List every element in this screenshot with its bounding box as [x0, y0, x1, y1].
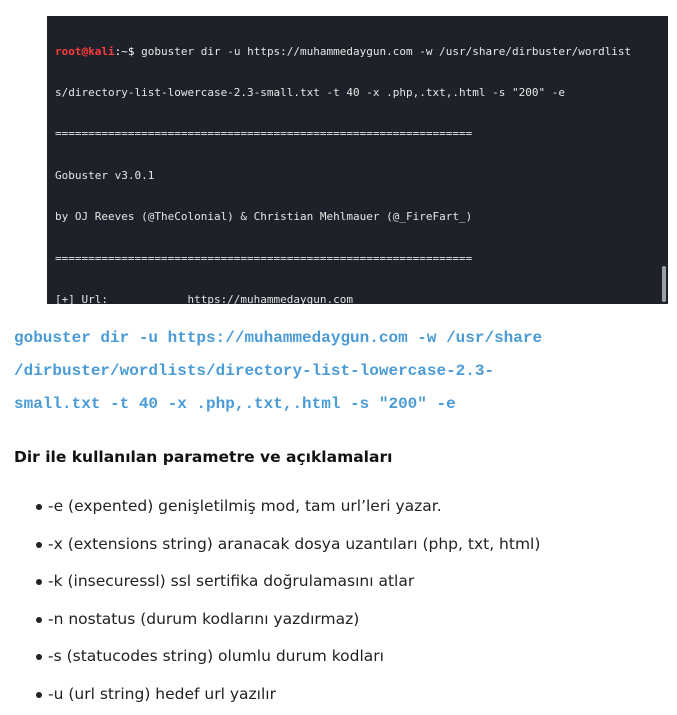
- list-item: [14, 488, 664, 526]
- code-line: small.txt -t 40 -x .php,.txt,.html -s "200" -e: [14, 395, 456, 413]
- list-item: [14, 601, 664, 639]
- bullet-icon: [36, 654, 42, 660]
- command-text: gobuster dir -u https://muhammedaygun.com -w /usr/share/dirbuster/wordlist: [141, 44, 632, 58]
- terminal-line: ===============================================================: [55, 251, 473, 265]
- code-line: gobuster dir -u https://muhammedaygun.com -w /usr/share: [14, 329, 543, 347]
- param-text: -u (url string) hedef url yazılır: [48, 684, 276, 703]
- parameter-list: [14, 488, 664, 714]
- param-text: -s (statucodes string) olumlu durum kodları: [48, 647, 384, 666]
- list-item: [14, 526, 664, 564]
- list-item: [14, 563, 664, 601]
- prompt-symbol: :~$: [114, 44, 142, 58]
- prompt-user: root@kali: [55, 44, 115, 58]
- param-text: -e (expented) genişletilmiş mod, tam url’leri yazar.: [48, 497, 442, 515]
- command-code-block: [14, 322, 664, 421]
- bullet-icon: [36, 617, 42, 623]
- terminal-line: [+] Url: https://muhammedaygun.com: [55, 292, 354, 304]
- list-item: [14, 638, 664, 676]
- bullet-icon: [36, 542, 42, 548]
- param-text: -k (insecuressl) ssl sertifika doğrulamasını atlar: [48, 572, 415, 591]
- bullet-icon: [36, 504, 42, 510]
- param-text: -n nostatus (durum kodlarını yazdırmaz): [48, 609, 360, 628]
- list-item: [14, 676, 664, 714]
- terminal-command-line: [55, 45, 668, 59]
- terminal-screenshot: [47, 16, 668, 304]
- terminal-scrollbar[interactable]: [660, 16, 668, 304]
- parameters-heading: Dir ile kullanılan parametre ve açıklamaları: [14, 448, 393, 466]
- bullet-icon: [36, 579, 42, 585]
- terminal-line: by OJ Reeves (@TheColonial) & Christian Mehlmauer (@_FireFart_): [55, 210, 473, 224]
- terminal-scrollbar-thumb[interactable]: [662, 266, 666, 302]
- terminal-line: s/directory-list-lowercase-2.3-small.txt -t 40 -x .php,.txt,.html -s "200" -e: [55, 85, 565, 99]
- code-line: /dirbuster/wordlists/directory-list-lowercase-2.3-: [14, 362, 495, 380]
- bullet-icon: [36, 692, 42, 698]
- param-text: -x (extensions string) aranacak dosya uzantıları (php, txt, html): [48, 534, 541, 553]
- terminal-output: [55, 17, 668, 304]
- terminal-line: ===============================================================: [55, 127, 473, 141]
- terminal-line: Gobuster v3.0.1: [55, 168, 155, 182]
